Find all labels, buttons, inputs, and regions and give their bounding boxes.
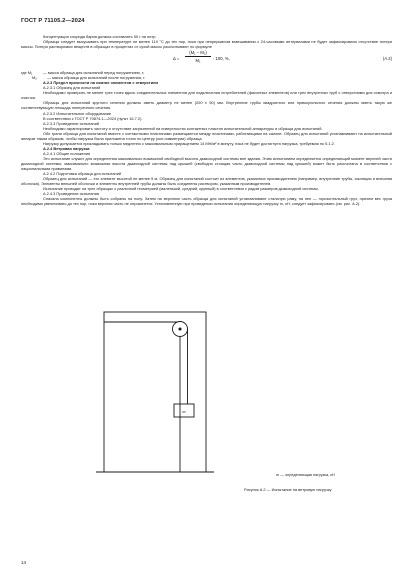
paragraph: Это испытание служит для определения максимально возможной свободной высоты дымоходной системы вне здания. Этим испытанием определяется определяющий момент верхней части дымоходной системы; максимально возможная высота дымоходной системы над крышей (свободно стоящая часть дымоходной системы над крышей) может быть рассчитана в соответствии с национальными правилами. (21, 155, 392, 172)
paragraph: Необходимо проверить не менее трех точек вдоль соединительных элементов для подключения потребителей (фасонных элементов) или трех внутренних труб с отверстиями для осмотра и очистки. (21, 90, 392, 101)
formula-number: (А.2) (382, 56, 392, 62)
paragraph: Обе грани образца для испытаний вместе с контактными пластинами размещаются между пластинами, работающими на сжатие. Образец для испытаний устанавливают на испытательный аппарат таким образом, чтобы нагрузка была приложена точно по центру (оси симметрии) образца. (21, 130, 392, 141)
formula-a2 (21, 49, 392, 70)
paragraph: Нагрузку допускается прикладывать только медленно с максимальным приращением 14 МН/м² в минуту, пока не будет достигнута нагрузка, требуемая по 5.1.2. (43, 140, 335, 146)
paragraph: Образец для испытаний — это элемент высотой не менее 5 м. Образец для испытаний состоит из элементов, указанных производителем (например, внутренние трубы, изоляция и внешняя оболочка). Элементы внешней оболочки и элементы внутренней трубы должны быть соединены раствором, указанным производителем. (21, 176, 392, 187)
chimney-specimen (104, 312, 206, 472)
pulley (173, 322, 188, 337)
page-body (21, 34, 392, 206)
subsection-heading: А.2.4.3 Проведение испытания (43, 191, 99, 197)
formula-fraction (185, 50, 211, 63)
formula-lhs: Δ = (173, 56, 180, 62)
where-word: где (21, 70, 27, 76)
symbol-m2: M₂ (32, 75, 37, 81)
document-header: ГОСТ Р 71105.2—2024 (21, 18, 85, 24)
symbol-m2-description: — масса образца для испытаний после погружения, г. (47, 75, 146, 81)
section-heading: А.2.4 Ветровая нагрузка (43, 145, 90, 151)
paragraph: Необходимо гарантировать чистоту и отсутствие загрязнений на поверхностях контактных пластин испытательной аппаратуры и образца для испытаний. (43, 125, 323, 131)
subsection-heading: А.2.3.2 Испытательное оборудование (43, 110, 112, 116)
section-heading: А.2.3 Предел прочности на сжатие элементов с отверстием (43, 80, 159, 86)
formula-factor: · 100, %, (213, 56, 230, 62)
subsection-heading: А.2.3.1 Образец для испытаний (43, 85, 101, 91)
symbol-m1: M₁ (27, 70, 33, 76)
weight-label: m (182, 409, 186, 414)
paragraph: Концентрация хлорида бария должна составлять 50 г на литр. (43, 34, 157, 39)
subsection-heading: А.2.3.3 Проведение испытаний (43, 120, 100, 126)
page-number: 14 (21, 560, 26, 565)
paragraph: Образцы следует высушивать при температуре не менее 110 °С до тех пор, пока при непрерывном взвешивании с 24-часовыми интервалами не будет зафиксировано отсутствие потери массы. Потери растворимых веществ в образцах в процентах от сухой массы рассчитывают по формуле (21, 39, 392, 50)
pulley-axle (179, 328, 181, 330)
paragraph: Сначала компоненты должны быть собраны на полу. Затем на верхнюю часть образца для испытаний устанавливают стальную раму, на нее — горизонтальный груз, причем вес груза необходимо увеличивать до тех пор, пока верхняя часть не опрокинется. Установленную при проведении испытания определяющую нагрузку m, кН, следует зафиксировать (см. рис. А.2). (21, 196, 392, 207)
figure-caption: Рисунок А.2 — Испытание на ветровую нагрузку (244, 487, 332, 492)
weight-block (174, 404, 194, 417)
paragraph: В соответствии с ГОСТ Р 70874.1—2024 (пункт 16.7.2). (43, 115, 143, 121)
paragraph: Образцы для испытаний круглого сечения должны иметь диаметр не менее (200 ± 50) мм. Внутренние трубы квадратного или прямоугольного сечения должны иметь такую же соответствующую площадь поперечного сечения. (21, 100, 392, 111)
subsection-heading: А.2.4.2 Подготовка образца для испытаний (43, 171, 122, 177)
paragraph: Испытание проводят на трех образцах с различной геометрией (маленький, средний, крупный) в соответствии с рядом размеров дымоходной системы. (43, 186, 319, 192)
subsection-heading: А.2.4.1 Общие положения (43, 150, 91, 156)
figure-legend: m — определяющая нагрузка, кН (276, 473, 335, 477)
formula-numerator: (M₁ – M₂) (185, 50, 211, 57)
formula-denominator: M₁ (195, 58, 201, 64)
symbol-m1-description: — масса образца для испытаний перед погружением, г; (42, 70, 145, 76)
